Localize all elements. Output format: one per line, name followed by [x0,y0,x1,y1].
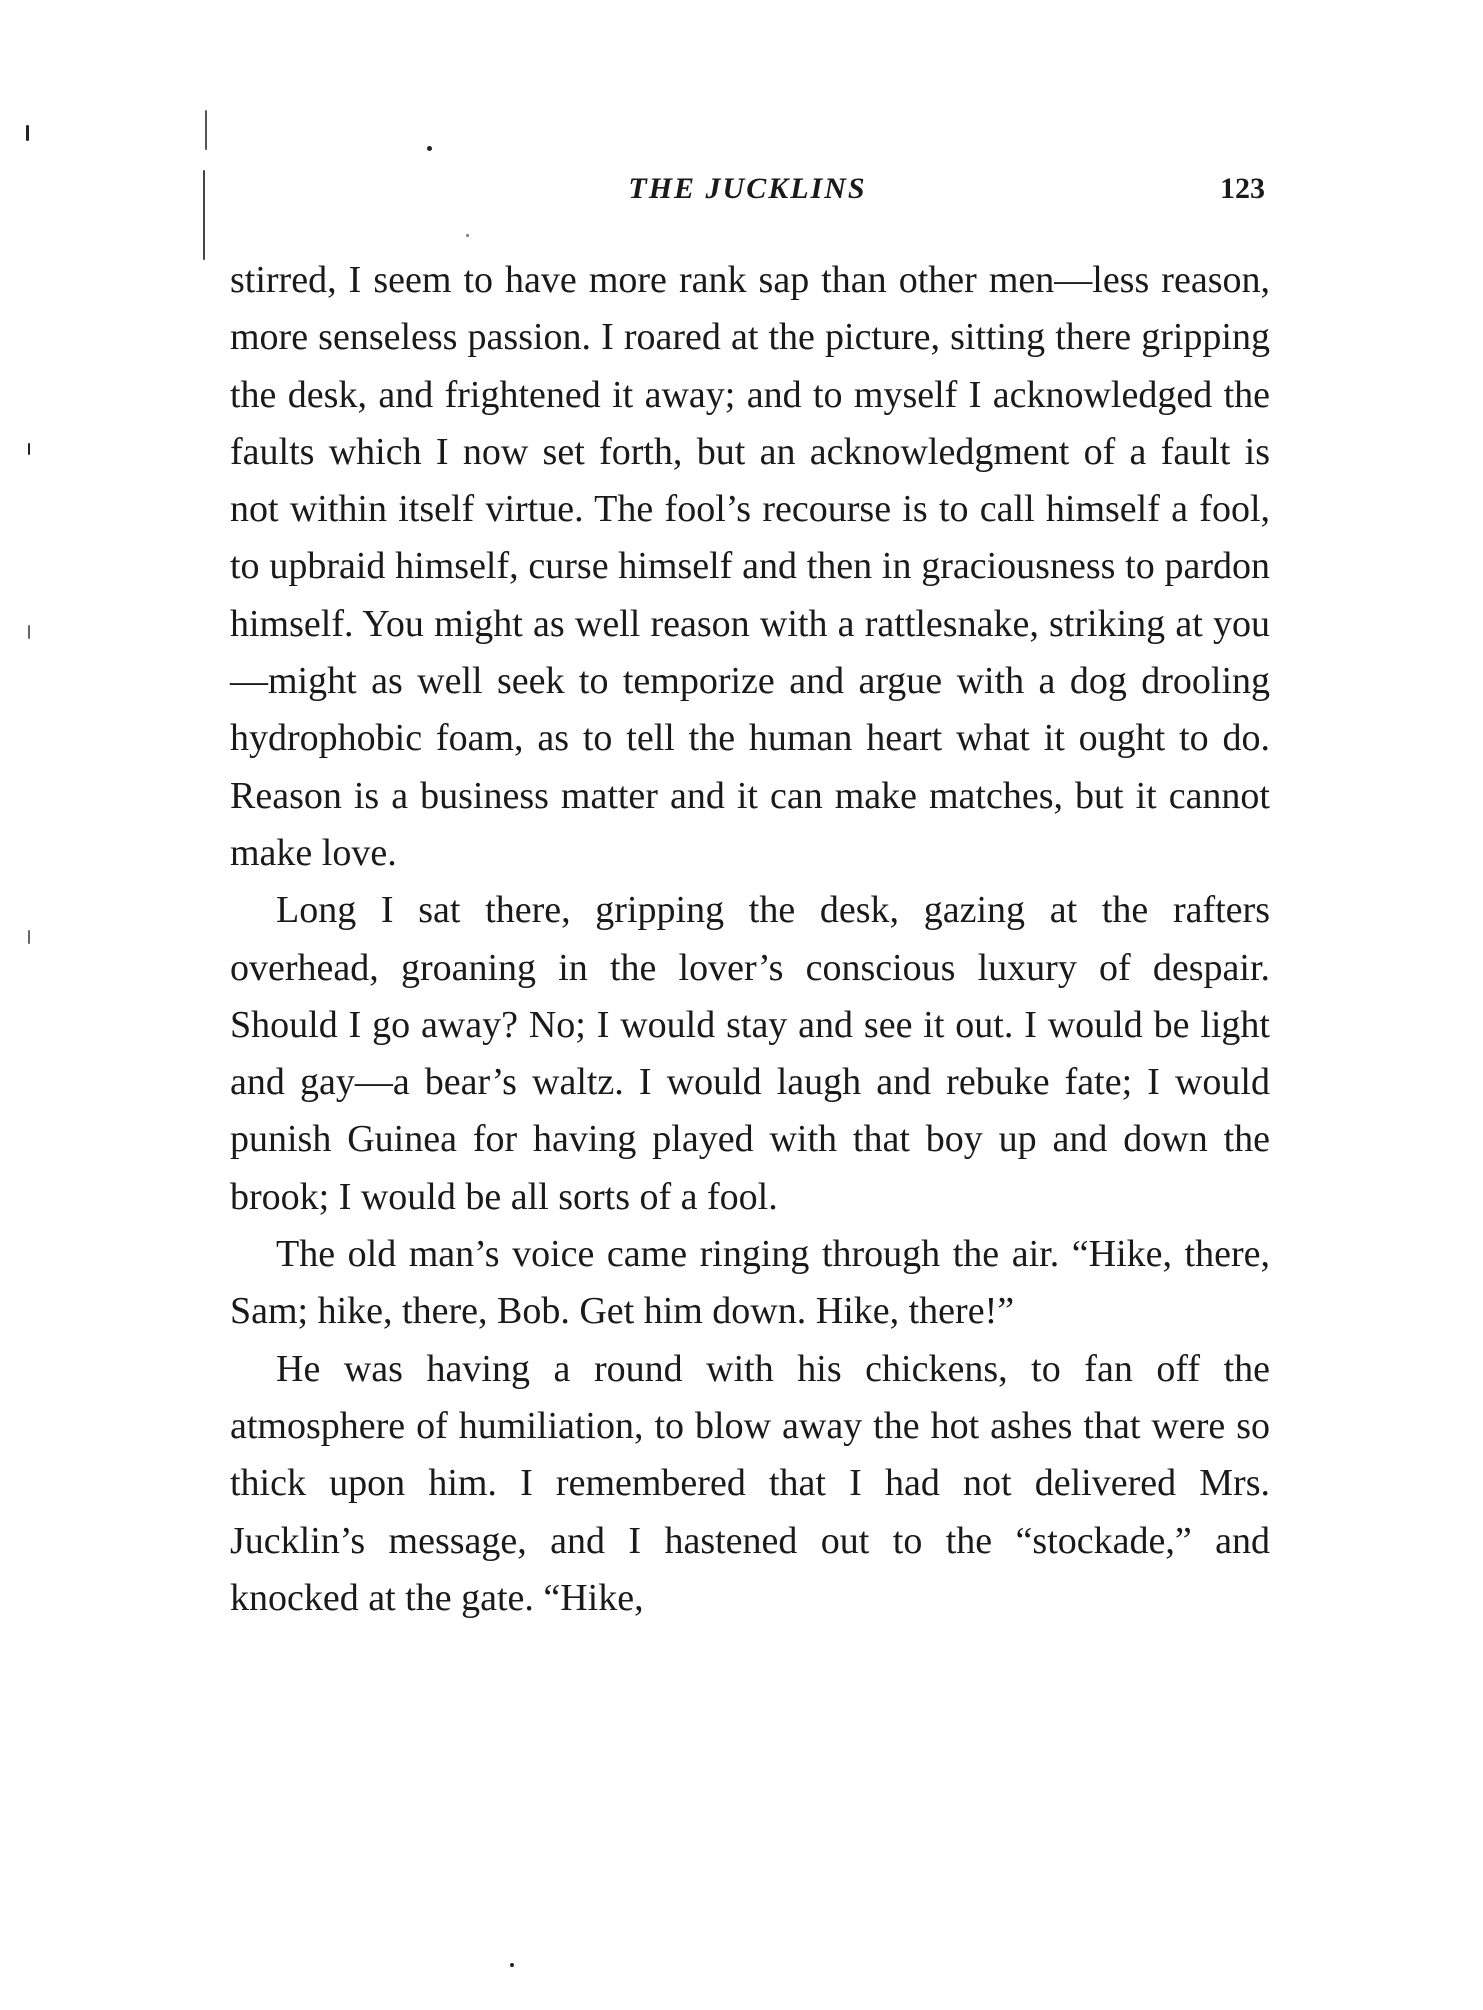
running-title: THE JUCKLINS [628,172,867,205]
scan-speck [28,930,30,944]
scan-speck [427,146,432,151]
scan-speck [28,443,30,455]
scan-speck [28,625,30,639]
scan-speck [510,1963,514,1967]
page-number: 123 [1220,172,1265,205]
paragraph-4: He was having a round with his chickens, to fan off the atmosphere of humiliation, to blow away the hot ashes that were so thick upon him. I remembered that I had not delivered Mrs. Jucklin’s message, and I hastened out to the “stockade,” and knocked at the gate. “Hike, [230,1347,1270,1619]
running-head [230,172,1265,222]
body-text [230,252,1270,1627]
scan-speck [466,234,469,237]
paragraph-2: Long I sat there, gripping the desk, gazing at the rafters overhead, groaning in the lover’s conscious luxury of despair. Should I go away? No; I would stay and see it out. I would be light and gay—a bear’s waltz. I would laugh and rebuke fate; I would punish Guinea for having played with that boy up and down the brook; I would be all sorts of a fool. [230,889,1270,1218]
scan-speck [26,125,29,141]
scan-speck [205,110,207,150]
scan-speck [203,170,205,260]
paragraph-3: The old man’s voice came ringing through the air. “Hike, there, Sam; hike, there, Bob. Get him down. Hike, there!” [230,1233,1270,1333]
paragraph-1: stirred, I seem to have more rank sap than other men—less reason, more senseless passion. I roared at the picture, sitting there gripping the desk, and frightened it away; and to myself I acknowledged the faults which I now set forth, but an acknowledgment of a fault is not within itself virtue. The fool’s recourse is to call himself a fool, to upbraid himself, curse himself and then in graciousness to pardon himself. You might as well reason with a rattlesnake, striking at you—might as well seek to temporize and argue with a dog drooling hydrophobic foam, as to tell the human heart what it ought to do. Reason is a business matter and it can make matches, but it cannot make love. [230,259,1270,874]
